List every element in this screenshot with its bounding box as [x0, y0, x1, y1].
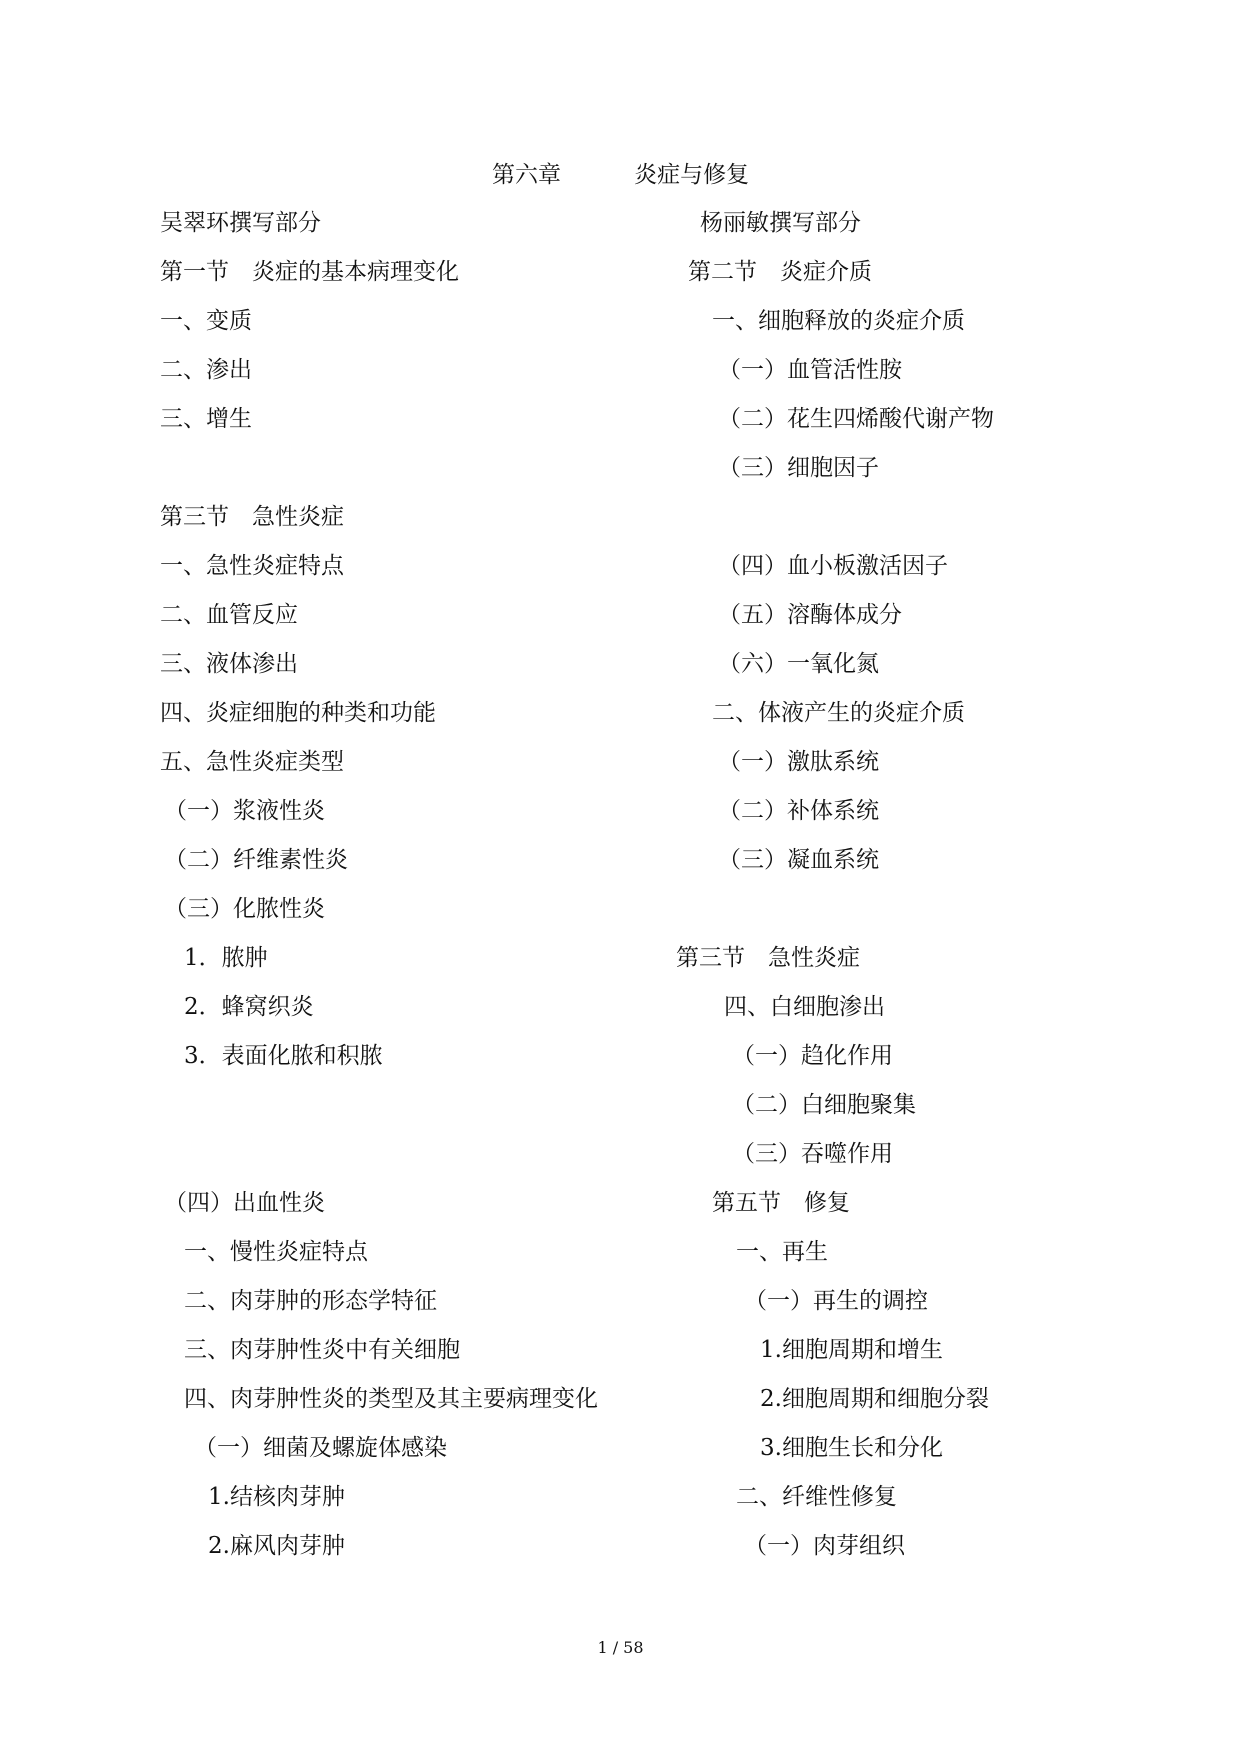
right-subitem: （一）血管活性胺 [718, 357, 902, 383]
right-subitem: （二）白细胞聚集 [732, 1092, 916, 1118]
right-subitem: （四）血小板激活因子 [718, 553, 948, 579]
right-subitem: （二）补体系统 [718, 798, 879, 824]
right-subitem: （一）趋化作用 [732, 1043, 893, 1069]
left-subitem: （三）化脓性炎 [164, 896, 325, 922]
right-section-5: 第五节 修复 [712, 1190, 850, 1216]
right-numbered-item: 1.细胞周期和增生 [760, 1337, 943, 1363]
left-section-3: 第三节 急性炎症 [160, 504, 344, 530]
left-subitem: （一）细菌及螺旋体感染 [194, 1435, 447, 1461]
right-item: 一、细胞释放的炎症介质 [712, 308, 965, 334]
left-item: 三、肉芽肿性炎中有关细胞 [184, 1337, 460, 1363]
chapter-title [0, 160, 1241, 190]
right-item: 二、纤维性修复 [736, 1484, 897, 1510]
right-subitem: （一）再生的调控 [744, 1288, 928, 1314]
left-section-1: 第一节 炎症的基本病理变化 [160, 259, 459, 285]
right-subitem: （六）一氧化氮 [718, 651, 879, 677]
right-subitem: （一）激肽系统 [718, 749, 879, 775]
left-item: 四、肉芽肿性炎的类型及其主要病理变化 [184, 1386, 598, 1412]
chapter-name: 炎症与修复 [634, 162, 750, 188]
left-item: 二、渗出 [160, 357, 252, 383]
right-item: 四、白细胞渗出 [724, 994, 885, 1020]
left-item: 一、变质 [160, 308, 252, 334]
left-item: 二、血管反应 [160, 602, 298, 628]
right-subitem: （二）花生四烯酸代谢产物 [718, 406, 994, 432]
page-number: 1 / 58 [597, 1638, 644, 1657]
right-numbered-item: 2.细胞周期和细胞分裂 [760, 1386, 989, 1412]
left-item: 二、肉芽肿的形态学特征 [184, 1288, 437, 1314]
right-subitem: （三）细胞因子 [718, 455, 879, 481]
right-item: 二、体液产生的炎症介质 [712, 700, 965, 726]
left-item: 三、液体渗出 [160, 651, 298, 677]
right-section-2: 第二节 炎症介质 [688, 259, 872, 285]
right-section-3: 第三节 急性炎症 [676, 945, 860, 971]
left-numbered-item: 1.结核肉芽肿 [208, 1484, 345, 1510]
right-item: 一、再生 [736, 1239, 828, 1265]
left-item: 一、急性炎症特点 [160, 553, 344, 579]
right-numbered-item: 3.细胞生长和分化 [760, 1435, 943, 1461]
left-subitem: （二）纤维素性炎 [164, 847, 348, 873]
left-numbered-item: 3．表面化脓和积脓 [184, 1043, 383, 1069]
left-item: 四、炎症细胞的种类和功能 [160, 700, 436, 726]
right-subitem: （一）肉芽组织 [744, 1533, 905, 1559]
left-item: 五、急性炎症类型 [160, 749, 344, 775]
left-item: 三、增生 [160, 406, 252, 432]
right-subitem: （三）凝血系统 [718, 847, 879, 873]
chapter-number: 第六章 [491, 162, 561, 188]
right-subitem: （三）吞噬作用 [732, 1141, 893, 1167]
right-author-heading: 杨丽敏撰写部分 [700, 210, 861, 236]
left-numbered-item: 2．蜂窝织炎 [184, 994, 314, 1020]
right-subitem: （五）溶酶体成分 [718, 602, 902, 628]
left-author-heading: 吴翠环撰写部分 [160, 210, 321, 236]
left-subitem: （一）浆液性炎 [164, 798, 325, 824]
left-numbered-item: 1．脓肿 [184, 945, 268, 971]
left-item: 一、慢性炎症特点 [184, 1239, 368, 1265]
left-subitem: （四）出血性炎 [164, 1190, 325, 1216]
left-numbered-item: 2.麻风肉芽肿 [208, 1533, 345, 1559]
